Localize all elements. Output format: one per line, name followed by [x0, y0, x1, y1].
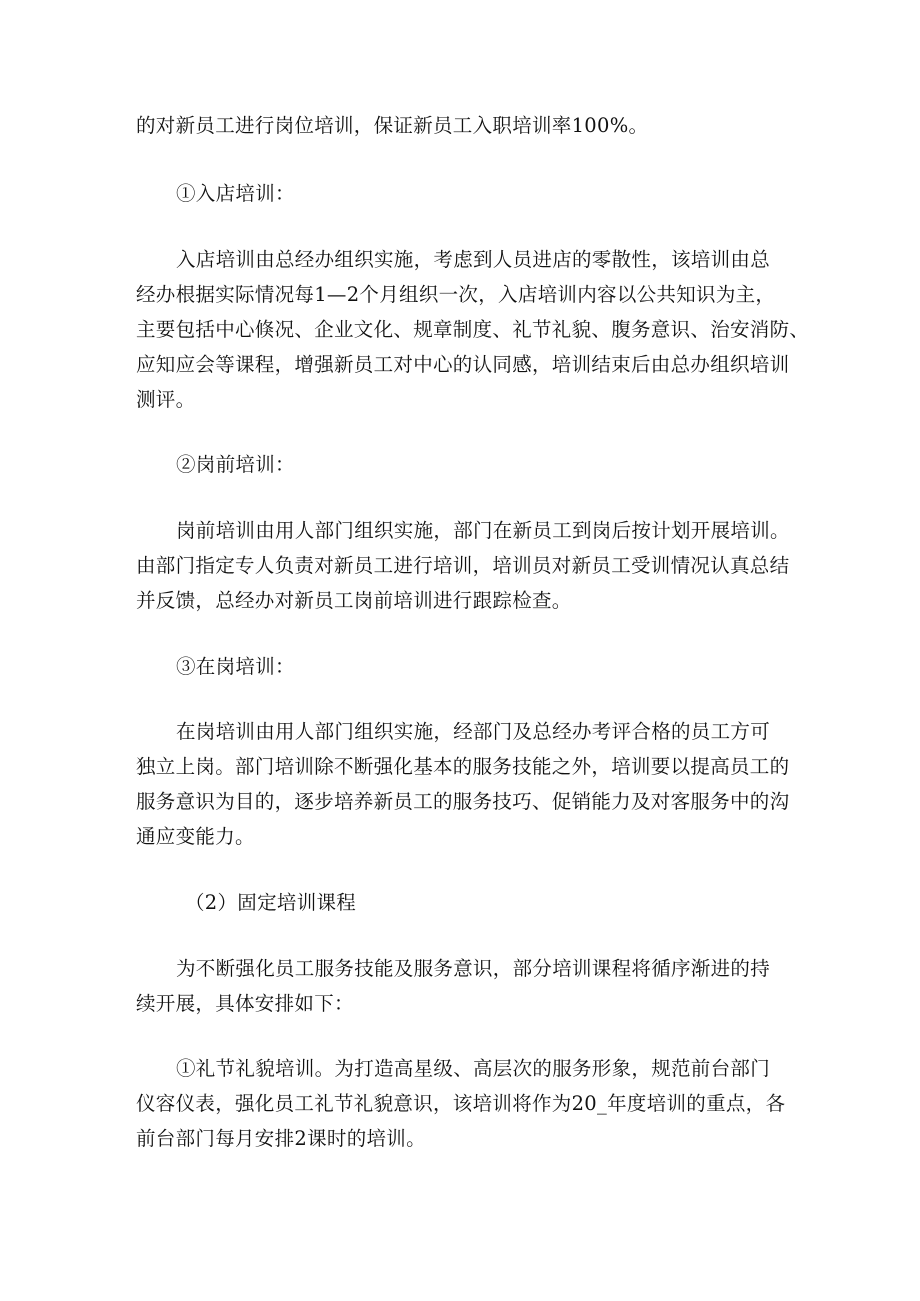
paragraph-line: 入店培训由总经办组织实施，考虑到人员进店的零散性，该培训由总 [176, 248, 771, 271]
paragraph-line: 主要包括中心倏况、企业文化、规章制度、礼节礼貌、腹务意识、治安消防、 [136, 318, 810, 341]
paragraph-line: 应知应会等课程，增强新员工对中心的认同感，培训结束后由总办组织培训 [136, 353, 790, 376]
paragraph-line: 独立上岗。部门培训除不断强化基本的服务技能之外，培训要以提高员工的 [136, 755, 790, 778]
paragraph-line: 测评。 [136, 388, 196, 411]
paragraph-line: 续开展，具体安排如下： [136, 992, 354, 1015]
section-heading-fixed-courses: （2）固定培训课程 [185, 891, 357, 914]
paragraph-line: 的对新员工进行岗位培训，保证新员工入职培训率100%。 [136, 114, 649, 137]
section-heading-store-entry-training: ①入店培训： [176, 182, 295, 205]
paragraph-line: 岗前培训由用人部门组织实施，部门在新员工到岗后按计划开展培训。 [176, 519, 790, 542]
paragraph-line: 为不断强化员工服务技能及服务意识，部分培训课程将循序渐进的持 [176, 957, 771, 980]
paragraph-line: 在岗培训由用人部门组织实施，经部门及总经办考评合格的员工方可 [176, 720, 771, 743]
section-heading-pre-job-training: ②岗前培训： [176, 453, 295, 476]
paragraph-line: 服务意识为目的，逐步培养新员工的服务技巧、促销能力及对客服务中的沟 [136, 790, 790, 813]
paragraph-line: 通应变能力。 [136, 825, 255, 848]
paragraph-line: 仪容仪表，强化员工礼节礼貌意识，该培训将作为20_年度培训的重点，各 [136, 1092, 786, 1115]
paragraph-line: 前台部门每月安排2课时的培训。 [136, 1127, 426, 1150]
paragraph-line: ①礼节礼貌培训。为打造高星级、高层次的服务形象，规范前台部门 [176, 1057, 771, 1080]
paragraph-line: 由部门指定专人负责对新员工进行培训，培训员对新员工受训情况认真总结 [136, 554, 790, 577]
paragraph-line: 并反馈，总经办对新员工岗前培训进行跟踪检查。 [136, 589, 572, 612]
section-heading-on-job-training: ③在岗培训： [176, 655, 295, 678]
paragraph-line: 经办根据实际情况每1—2个月组织一次，入店培训内容以公共知识为主， [136, 283, 776, 306]
